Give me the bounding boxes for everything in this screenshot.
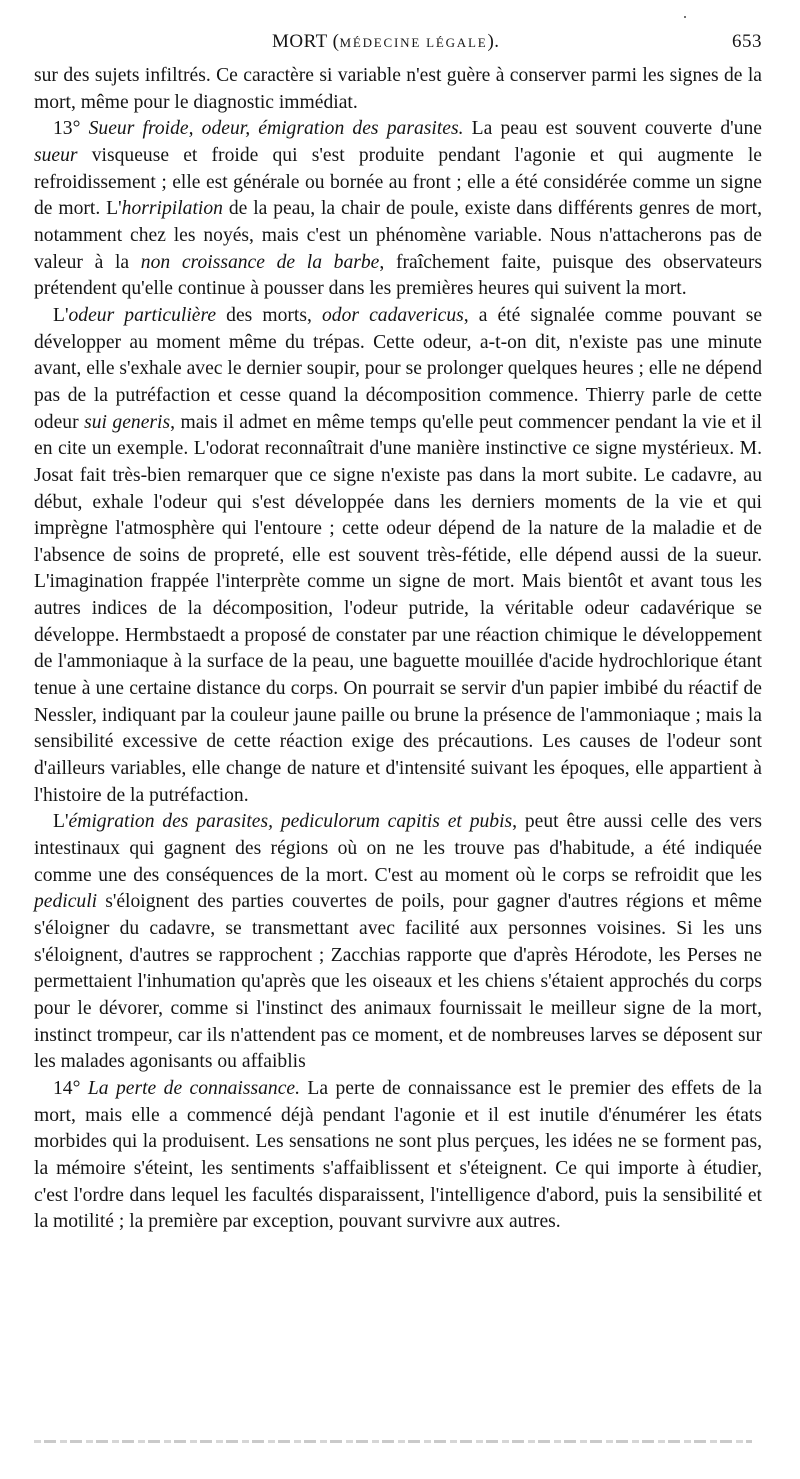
text-run: visqueuse et froide qui s'est produite pendant l'agonie et qui augmente le refroidissement ; elle est générale ou bornée au front ; elle a été considérée comme un signe de mort. L' [34, 144, 762, 220]
text-run: , peut être aussi celle des vers intestinaux qui gagnent des régions où on ne les trouve pas d'habitude, a été indiquée comme une des conséquences de la mort. C'est au moment où le corps se refroidit que les [34, 811, 763, 886]
italic-run: horripilation [121, 198, 223, 220]
italic-run: odor cadavericus [321, 304, 464, 326]
italic-run: sueur [34, 144, 78, 166]
italic-run: émigration des parasites, pediculorum capitis et pubis [68, 811, 513, 833]
running-title-smallcaps: MÉDECINE LÉGALE [339, 35, 488, 50]
italic-run: non croissance de la barbe [140, 251, 380, 273]
running-title-end: ). [487, 31, 500, 52]
italic-run: pediculi [34, 891, 98, 913]
paragraph [34, 809, 762, 1076]
running-title-main: MORT ( [272, 31, 340, 52]
paper-speck [684, 16, 686, 18]
text-run: La peau est souvent couverte d'une [463, 118, 762, 140]
text-run: , a été signalée comme pouvant se développer au moment même du trépas. Cette odeur, a-t-on dit, n'existe pas une minute avant, elle s'exhale avec le dernier soupir, pour se prolonger quelques heures ; elle ne dépend pas de la putréfaction et cesse quand la décomposition commence. Thierry parle de cette odeur [34, 304, 763, 433]
text-run: L' [53, 811, 69, 833]
paragraph [34, 303, 762, 809]
page-number: 653 [732, 31, 762, 52]
italic-run: Sueur froide, odeur, émigration des parasites. [88, 118, 464, 140]
paragraph [34, 1076, 762, 1236]
text-run: , mais il admet en même temps qu'elle peut commencer pendant la vie et il en cite un exemple. L'odorat reconnaîtrait d'une manière instinctive ce signe mystérieux. M. Josat fait très-bien remarquer que ce signe n'existe pas dans la mort subite. Le cadavre, au début, exhale l'odeur qui s'est développée dans les derniers moments de la vie et qui imprègne l'atmosphère qui l'entoure ; cette odeur dépend de la nature de la maladie et de l'absence de soins de propreté, elle est souvent très-fétide, elle dépend aussi de la sueur. L'imagination frappée l'interprète comme un signe de mort. Mais bientôt et avant tous les autres indices de la décomposition, l'odeur putride, la véritable odeur cadavérique se développe. Hermbstaedt a proposé de constater par une réaction chimique le développement de l'ammoniaque à la surface de la peau, une baguette mouillée d'acide hydrochlorique étant tenue à une certaine distance du corps. On pourrait se servir d'un papier imbibé du réactif de Nessler, indiquant par la couleur jaune paille ou brune la présence de l'ammoniaque ; mais la sensibilité excessive de cette réaction exige des précautions. Les causes de l'odeur sont d'ailleurs variables, elle change de nature et d'intensité suivant les époques, elle appartient à l'histoire de la putréfaction. [34, 411, 762, 806]
running-title [272, 30, 500, 55]
bleed-through-line [34, 1440, 752, 1443]
text-run: des morts, [216, 304, 322, 326]
body-text [34, 63, 762, 1236]
italic-run: sui generis [84, 411, 171, 433]
text-run: 13° [53, 118, 89, 140]
text-run: de la peau, la chair de poule, existe dans différents genres de mort, notamment chez les noyés, mais c'est un phénomène variable. Nous n'attacherons pas de valeur à la [34, 198, 763, 273]
text-run: La perte de connaissance est le premier des effets de la mort, mais elle a commencé déjà pendant l'agonie et il est inutile d'énumérer les états morbides qui la produisent. Les sensations ne sont plus perçues, les idées ne se forment pas, la mémoire s'éteint, les sentiments s'affaiblissent et s'éteignent. Ce qui importe à étudier, c'est l'ordre dans lequel les facultés disparaissent, l'intelligence d'abord, puis la sensibilité et la motilité ; la première par exception, pouvant survivre aux autres. [34, 1077, 763, 1233]
text-run: sur des sujets infiltrés. Ce caractère si variable n'est guère à conserver parmi les signes de la mort, même pour le diagnostic immédiat. [34, 65, 762, 113]
text-run: L' [53, 304, 69, 326]
italic-run: La perte de connaissance. [87, 1077, 301, 1099]
text-run: , fraîchement faite, puisque des observateurs prétendent qu'elle continue à pousser dans les premières heures qui suivent la mort. [34, 251, 762, 300]
running-head [34, 30, 762, 54]
italic-run: odeur particulière [68, 304, 217, 326]
paragraph [34, 63, 762, 116]
text-run: s'éloignent des parties couvertes de poils, pour gagner d'autres régions et même s'éloigner du cadavre, se transmettant avec facilité aux personnes voisines. Si les uns s'éloignent, d'autres se rapprochent ; Zacchias rapporte que d'après Hérodote, les Perses ne permettaient l'inhumation qu'après que les oiseaux et les chiens s'étaient approchés du corps pour le dévorer, comme si l'instinct des animaux fournissait le meilleur signe de la mort, instinct trompeur, car ils n'attendent pas ce moment, et de nombreuses larves se déposent sur les malades agonisants ou affaiblis [34, 891, 762, 1073]
paragraph [34, 116, 762, 303]
text-run: 14° [53, 1077, 88, 1099]
